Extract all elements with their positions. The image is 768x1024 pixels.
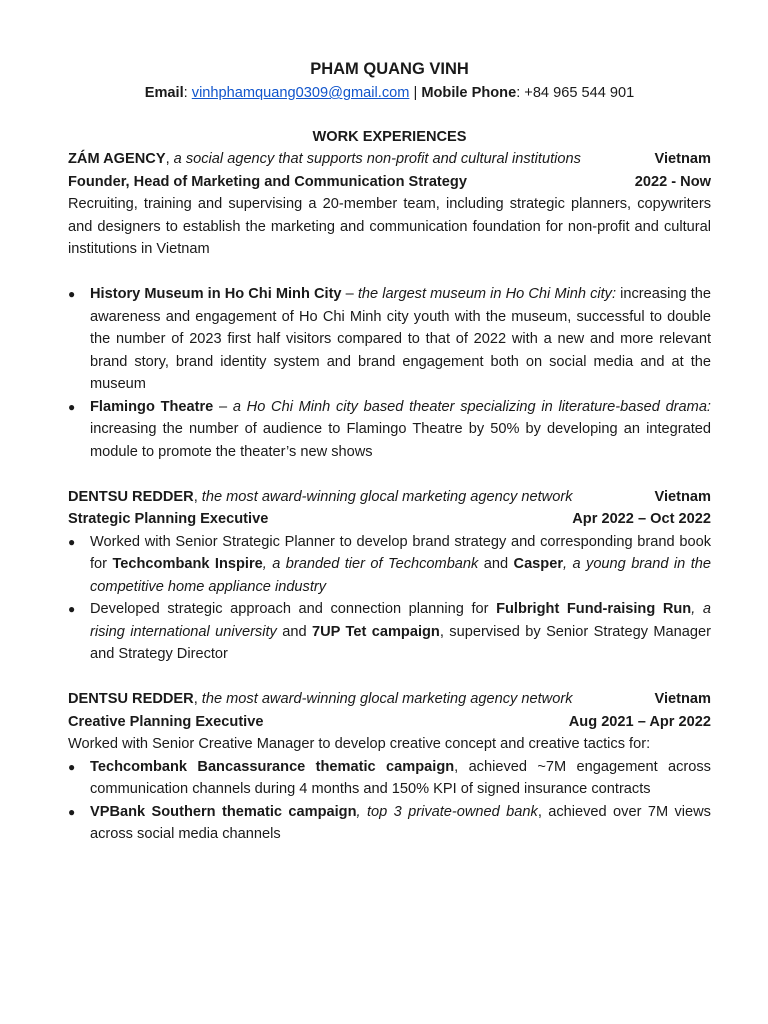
bullet-icon: ● — [68, 287, 76, 301]
role-row — [68, 508, 711, 531]
contact-separator: | — [413, 85, 418, 101]
job-summary: Worked with Senior Creative Manager to develop creative concept and creative tactics for: — [68, 736, 651, 752]
bullet-icon: ● — [68, 602, 76, 616]
role-row — [68, 171, 711, 194]
job-dentsu-strategic — [68, 486, 711, 666]
list-item: ● VPBank Southern thematic campaign, top 3 private-owned bank, achieved over 7M views across social media channels — [68, 801, 711, 846]
company-name: DENTSU REDDER — [68, 488, 194, 505]
section-title: WORK EXPERIENCES — [312, 128, 467, 145]
job-role: Strategic Planning Executive — [68, 511, 269, 527]
company-row: DENTSU REDDER, the most award-winning glocal marketing agency network Vietnam — [68, 688, 711, 711]
company-location: Vietnam — [654, 488, 711, 505]
list-item: ● Developed strategic approach and connection planning for Fulbright Fund-raising Run, a rising international university and 7UP Tet campaign, supervised by Senior Strategy Manager and Strategy Director — [68, 598, 711, 666]
company-description: a social agency that supports non-profit and cultural institutions — [173, 151, 581, 167]
candidate-name: PHAM QUANG VINH — [310, 60, 469, 78]
phone-label: Mobile Phone — [421, 85, 517, 101]
company-row: DENTSU REDDER, the most award-winning glocal marketing agency network Vietnam — [68, 486, 711, 509]
job-bullets — [68, 283, 711, 463]
role-row — [68, 711, 711, 734]
email-label: Email — [144, 85, 184, 101]
company-location: Vietnam — [654, 151, 711, 167]
job-period: Apr 2022 – Oct 2022 — [572, 511, 711, 527]
phone-number: +84 965 544 901 — [524, 85, 635, 101]
company-description: the most award-winning glocal marketing agency network — [201, 691, 573, 707]
list-item: ● Flamingo Theatre – a Ho Chi Minh city based theater specializing in literature-based drama: increasing the number of audience to Flamingo Theatre by 50% by developing an integrated module to promote the theater’s new shows — [68, 396, 711, 464]
bullet-icon: ● — [68, 534, 76, 549]
company-location: Vietnam — [654, 691, 711, 707]
job-period: 2022 - Now — [634, 173, 711, 190]
bullet-icon: ● — [68, 399, 76, 414]
contact-line: Email: vinhphamquang0309@gmail.com | Mobile Phone: +84 965 544 901 — [144, 85, 635, 101]
company-description: the most award-winning glocal marketing agency network — [201, 488, 573, 505]
resume-content — [68, 58, 711, 846]
list-item: ● History Museum in Ho Chi Minh City – the largest museum in Ho Chi Minh city: increasing the awareness and engagement of Ho Chi Minh city youth with the museum, successful to double the number of 2023 first half visitors compared to that of 2022 with a new and more relevant brand story, brand identity system and brand engagement both on social media and at the museum — [68, 283, 711, 396]
company-name: DENTSU REDDER — [68, 691, 194, 707]
job-summary: Recruiting, training and supervising a 20-member team, including strategic planners, copywriters and designers to establish the marketing and communication foundation for non-profit and cultural institutions in Vietnam — [68, 196, 711, 257]
company-row: ZÁM AGENCY, a social agency that supports non-profit and cultural institutions Vietnam — [68, 148, 711, 171]
job-period: Aug 2021 – Apr 2022 — [568, 713, 711, 730]
job-bullets — [68, 756, 711, 846]
list-item: ● Techcombank Bancassurance thematic campaign, achieved ~7M engagement across communication channels during 4 months and 150% KPI of signed insurance contracts — [68, 756, 711, 801]
company-name: ZÁM AGENCY — [68, 151, 166, 167]
job-role: Creative Planning Executive — [68, 713, 264, 730]
list-item: ● Worked with Senior Strategic Planner to develop brand strategy and corresponding brand book for Techcombank Inspire, a branded tier of Techcombank and Casper, a young brand in the competitive home appliance industry — [68, 531, 711, 599]
job-zam-agency — [68, 148, 711, 463]
job-role: Founder, Head of Marketing and Communication Strategy — [68, 173, 467, 190]
job-bullets — [68, 531, 711, 666]
bullet-icon: ● — [68, 759, 76, 774]
job-dentsu-creative — [68, 688, 711, 846]
bullet-icon: ● — [68, 804, 76, 819]
email-link[interactable]: vinhphamquang0309@gmail.com — [191, 85, 410, 101]
